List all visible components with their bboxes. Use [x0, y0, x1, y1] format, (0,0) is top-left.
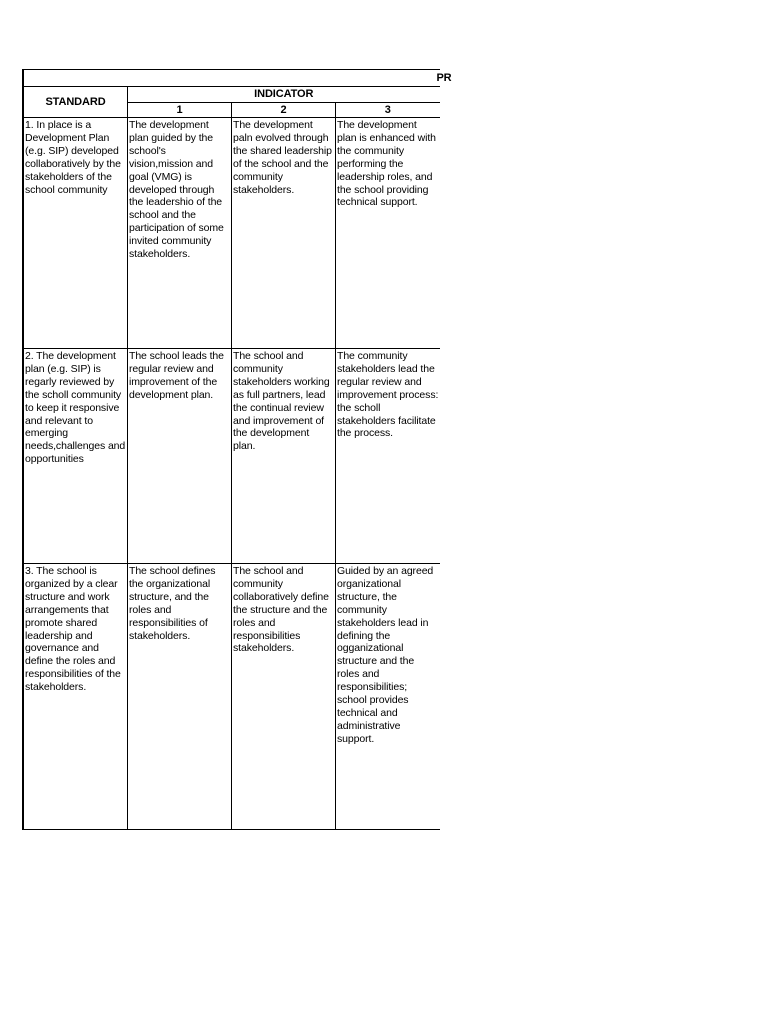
rubric-table — [23, 69, 452, 830]
indicator-cell-level-2: The development paln evolved through the shared leadership of the school and the community stakeholders. — [232, 118, 336, 349]
indicator-cell-level-1: The school leads the regular review and improvement of the development plan. — [128, 349, 232, 564]
indicator-cell-level-3: Guided by an agreed organizational structure, the community stakeholders lead in defining the ogganizational structure and the roles and responsibilities; school provides technical and administrative support. — [336, 564, 440, 830]
header-row — [24, 87, 440, 103]
indicator-cell-level-1: The school defines the organizational structure, and the roles and responsibilities of stakeholders. — [128, 564, 232, 830]
standard-cell: 2. The development plan (e.g. SIP) is regarly reviewed by the scholl community to keep it responsive and relevant to emerging needs,challenges and opportunities — [24, 349, 128, 564]
table-row — [24, 118, 440, 349]
standard-cell: 3. The school is organized by a clear structure and work arrangements that promote shared leadership and governance and define the roles and responsibilities of the stakeholders. — [24, 564, 128, 830]
indicator-header: INDICATOR — [128, 87, 440, 103]
spreadsheet-table-container — [22, 69, 452, 830]
indicator-cell-level-2: The school and community collaboratively define the structure and the roles and responsibilities stakeholders. — [232, 564, 336, 830]
level-header-2: 2 — [232, 103, 336, 118]
title-row — [24, 70, 440, 87]
indicator-cell-level-3: The community stakeholders lead the regular review and improvement process: the scholl stakeholders facilitate the process. — [336, 349, 440, 564]
level-header-3: 3 — [336, 103, 440, 118]
table-row — [24, 564, 440, 830]
indicator-cell-level-1: The development plan guided by the school's vision,mission and goal (VMG) is developed through the leadershio of the school and the participation of some invited community stakeholders. — [128, 118, 232, 349]
level-header-1: 1 — [128, 103, 232, 118]
standard-cell: 1. In place is a Development Plan (e.g. SIP) developed collaboratively by the stakeholders of the school community — [24, 118, 128, 349]
indicator-cell-level-3: The development plan is enhanced with the community performing the leadership roles, and the school providing technical support. — [336, 118, 440, 349]
indicator-cell-level-2: The school and community stakeholders working as full partners, lead the continual review and improvement of the development plan. — [232, 349, 336, 564]
table-row — [24, 349, 440, 564]
title-cell — [24, 70, 452, 87]
standard-header: STANDARD — [24, 87, 128, 118]
sheet-title: PR — [436, 71, 452, 84]
